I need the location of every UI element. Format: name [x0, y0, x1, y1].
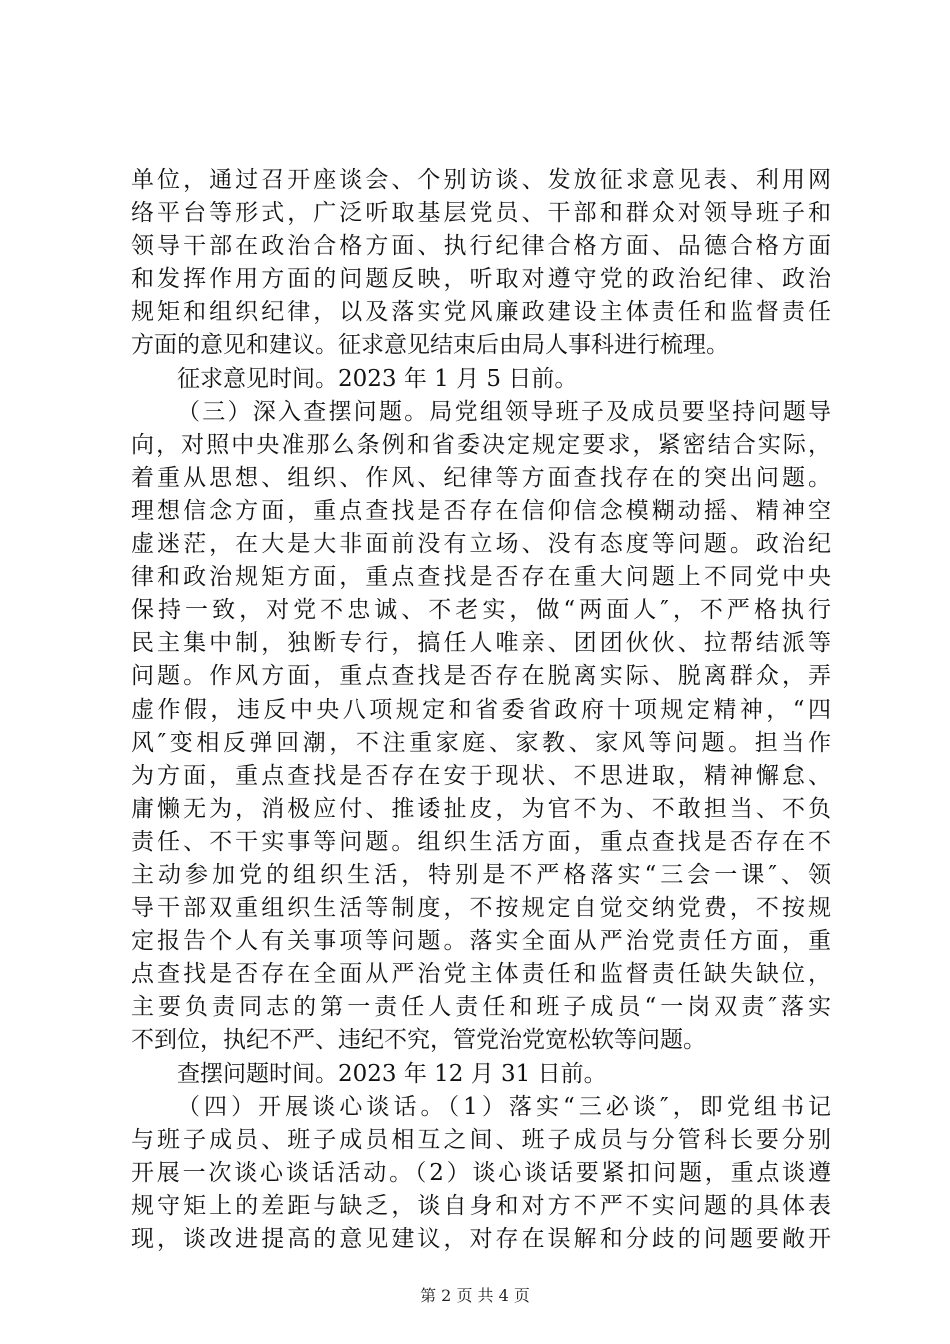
page-footer: 第 2 页 共 4 页 [420, 1286, 530, 1305]
text-line: 查摆问题时间。2023 年 12 月 31 日前。 [177, 1060, 607, 1087]
text-line: 虚作假，违反中央八项规定和省委省政府十项规定精神，“四 [131, 696, 831, 723]
text-line: （四）开展谈心谈话。（1）落实“三必谈″，即党组书记 [177, 1093, 831, 1120]
text-line: 和发挥作用方面的问题反映，听取对遵守党的政治纪律、政治 [131, 266, 831, 293]
text-line: 与班子成员、班子成员相互之间、班子成员与分管科长要分别 [131, 1126, 831, 1153]
text-line: 律和政治规矩方面，重点查找是否存在重大问题上不同党中央 [131, 564, 831, 591]
text-line: 主要负责同志的第一责任人责任和班子成员“一岗双责″落实 [131, 994, 831, 1021]
text-line: 不到位，执纪不严、违纪不究，管党治党宽松软等问题。 [131, 1027, 706, 1054]
text-line: 征求意见时间。2023 年 1 月 5 日前。 [177, 365, 578, 392]
text-line: 定报告个人有关事项等问题。落实全面从严治党责任方面，重 [131, 928, 831, 955]
body-text [131, 164, 831, 1256]
text-line: （三）深入查摆问题。局党组领导班子及成员要坚持问题导 [177, 398, 831, 425]
text-line: 保持一致，对党不忠诚、不老实，做“两面人″，不严格执行 [131, 597, 831, 624]
text-line: 规矩和组织纪律，以及落实党风廉政建设主体责任和监督责任 [131, 299, 831, 326]
text-line: 点查找是否存在全面从严治党主体责任和监督责任缺失缺位， [131, 961, 831, 988]
text-line: 方面的意见和建议。征求意见结束后由局人事科进行梳理。 [131, 332, 729, 359]
text-line: 现，谈改进提高的意见建议，对存在误解和分歧的问题要敞开 [131, 1226, 831, 1252]
text-line: 单位，通过召开座谈会、个别访谈、发放征求意见表、利用网 [131, 167, 831, 193]
text-line: 主动参加党的组织生活，特别是不严格落实“三会一课″、领 [131, 861, 831, 888]
text-line: 责任、不干实事等问题。组织生活方面，重点查找是否存在不 [131, 828, 831, 855]
text-line: 为方面，重点查找是否存在安于现状、不思进取，精神懈怠、 [131, 762, 831, 789]
text-line: 向，对照中央准那么条例和省委决定规定要求，紧密结合实际， [131, 431, 831, 458]
text-line: 风″变相反弹回潮，不注重家庭、家教、家风等问题。担当作 [131, 729, 831, 756]
text-line: 着重从思想、组织、作风、纪律等方面查找存在的突出问题。 [131, 464, 831, 491]
text-line: 理想信念方面，重点查找是否存在信仰信念模糊动摇、精神空 [131, 497, 831, 524]
text-line: 民主集中制，独断专行，搞任人唯亲、团团伙伙、拉帮结派等 [131, 630, 831, 657]
text-line: 领导干部在政治合格方面、执行纪律合格方面、品德合格方面 [131, 233, 831, 260]
text-line: 开展一次谈心谈话活动。（2）谈心谈话要紧扣问题，重点谈遵 [131, 1159, 831, 1186]
text-line: 络平台等形式，广泛听取基层党员、干部和群众对领导班子和 [131, 200, 831, 227]
text-line: 问题。作风方面，重点查找是否存在脱离实际、脱离群众，弄 [131, 663, 831, 690]
text-line: 规守矩上的差距与缺乏，谈自身和对方不严不实问题的具体表 [131, 1192, 831, 1219]
text-line: 导干部双重组织生活等制度，不按规定自觉交纳党费，不按规 [131, 895, 831, 922]
text-line: 庸懒无为，消极应付、推诿扯皮，为官不为、不敢担当、不负 [131, 795, 831, 822]
text-line: 虚迷茫，在大是大非面前没有立场、没有态度等问题。政治纪 [131, 531, 831, 558]
